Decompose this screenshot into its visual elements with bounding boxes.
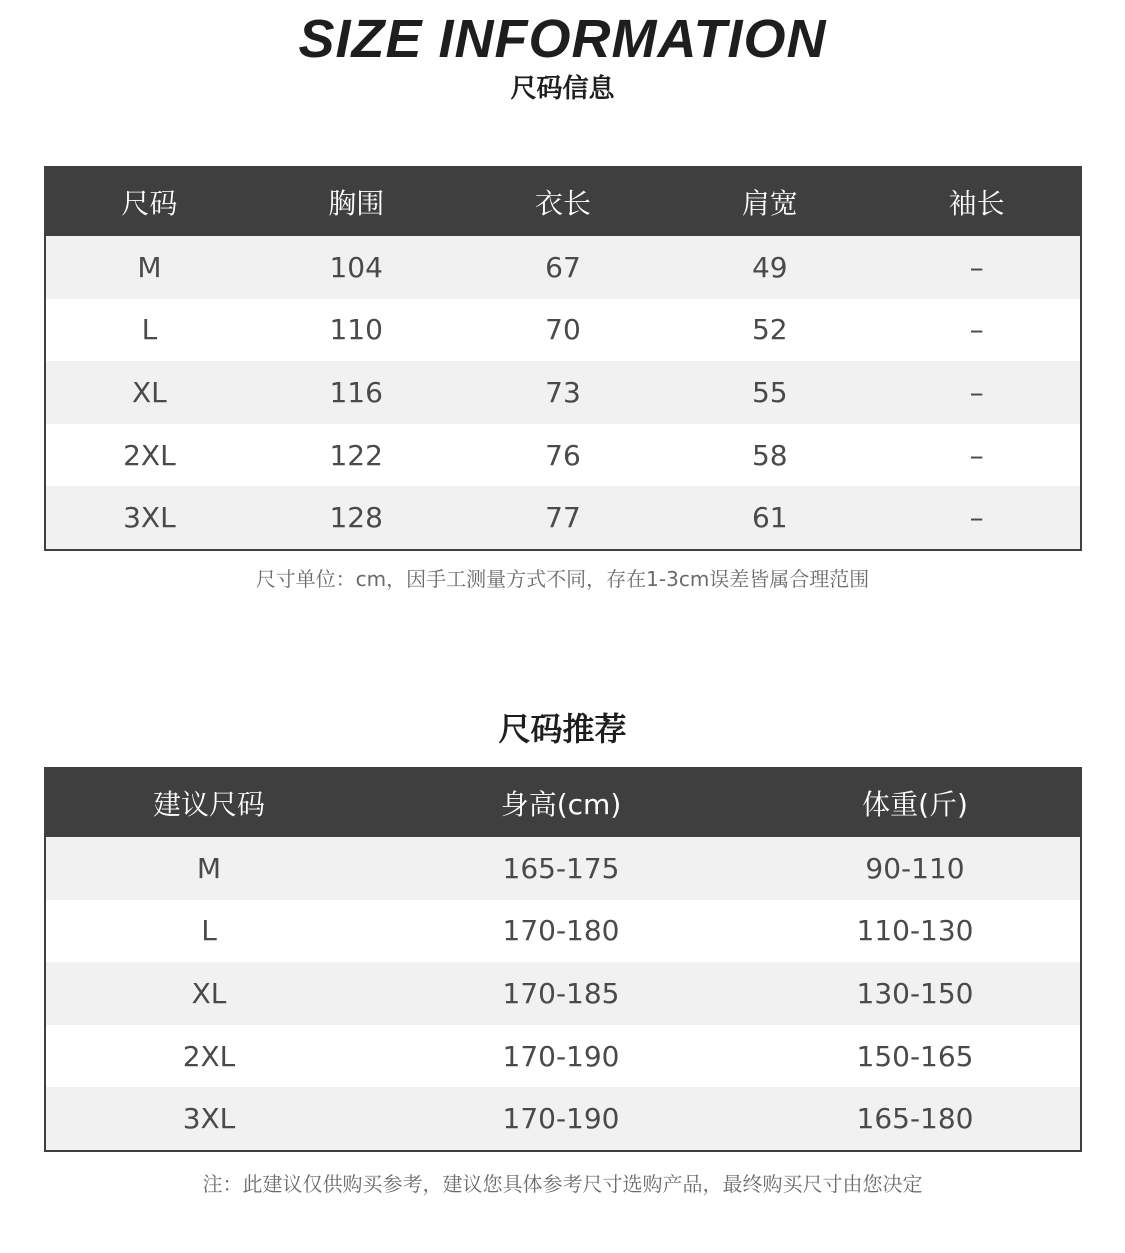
recommend-note: 注：此建议仅供购买参考，建议您具体参考尺寸选购产品，最终购买尺寸由您决定 bbox=[202, 1172, 923, 1196]
cell-sleeve: – bbox=[969, 501, 984, 535]
cell-shoulder: 61 bbox=[751, 501, 788, 535]
cell-height: 170-185 bbox=[502, 976, 620, 1010]
header-length: 衣长 bbox=[534, 187, 591, 220]
cell-length: 76 bbox=[545, 438, 581, 472]
header-size: 尺码 bbox=[121, 187, 178, 220]
cell-length: 70 bbox=[545, 313, 581, 347]
cell-chest: 110 bbox=[329, 313, 383, 347]
cell-chest: 116 bbox=[329, 375, 383, 409]
cell-chest: 128 bbox=[329, 501, 383, 535]
cell-height: 170-190 bbox=[502, 1039, 620, 1073]
table-row bbox=[46, 1025, 1080, 1088]
table-row bbox=[46, 299, 1080, 362]
cell-shoulder: 49 bbox=[751, 250, 788, 284]
cell-size: XL bbox=[191, 976, 227, 1010]
size-table bbox=[44, 166, 1082, 551]
header-weight: 体重(斤) bbox=[862, 788, 968, 821]
cell-weight: 110-130 bbox=[856, 914, 974, 948]
cell-size: 3XL bbox=[182, 1102, 236, 1136]
cell-sleeve: – bbox=[969, 438, 984, 472]
header-shoulder: 肩宽 bbox=[741, 187, 798, 220]
cell-length: 67 bbox=[545, 250, 581, 284]
cell-shoulder: 55 bbox=[751, 375, 788, 409]
cell-size: 3XL bbox=[123, 501, 176, 535]
cell-chest: 122 bbox=[329, 438, 383, 472]
cell-weight: 150-165 bbox=[856, 1039, 974, 1073]
cell-chest: 104 bbox=[329, 250, 383, 284]
cell-size: M bbox=[137, 250, 162, 284]
cell-size: L bbox=[141, 313, 158, 347]
cell-length: 73 bbox=[545, 375, 581, 409]
cell-size: 2XL bbox=[182, 1039, 236, 1073]
table-row bbox=[46, 424, 1080, 487]
cell-weight: 90-110 bbox=[865, 851, 965, 885]
cell-sleeve: – bbox=[969, 250, 984, 284]
table-header bbox=[46, 769, 1080, 837]
cell-size: L bbox=[201, 914, 217, 948]
table-row bbox=[46, 900, 1080, 963]
table-row bbox=[46, 837, 1080, 900]
cell-height: 165-175 bbox=[502, 851, 620, 885]
table-row bbox=[46, 962, 1080, 1025]
header-chest: 胸围 bbox=[328, 187, 385, 220]
table-row bbox=[46, 236, 1080, 299]
cell-sleeve: – bbox=[969, 313, 984, 347]
table-row bbox=[46, 486, 1080, 549]
cell-weight: 130-150 bbox=[856, 976, 974, 1010]
cell-height: 170-180 bbox=[502, 914, 620, 948]
cell-size: M bbox=[196, 851, 222, 885]
cell-height: 170-190 bbox=[502, 1102, 620, 1136]
table-row bbox=[46, 1087, 1080, 1150]
header-sleeve: 袖长 bbox=[948, 187, 1005, 220]
cell-sleeve: – bbox=[969, 375, 984, 409]
cell-size: 2XL bbox=[123, 438, 176, 472]
header-height: 身高(cm) bbox=[500, 788, 622, 821]
cell-shoulder: 58 bbox=[751, 438, 788, 472]
cell-shoulder: 52 bbox=[751, 313, 788, 347]
table-row bbox=[46, 361, 1080, 424]
page-subtitle: 尺码信息 bbox=[510, 74, 615, 104]
recommend-table bbox=[44, 767, 1082, 1152]
recommend-title: 尺码推荐 bbox=[498, 710, 627, 748]
table-header bbox=[46, 168, 1080, 236]
page-title: SIZE INFORMATION bbox=[298, 9, 827, 69]
cell-length: 77 bbox=[545, 501, 581, 535]
header-suggested-size: 建议尺码 bbox=[152, 788, 265, 821]
size-note: 尺寸单位：cm，因手工测量方式不同，存在1-3cm误差皆属合理范围 bbox=[255, 567, 870, 591]
cell-weight: 165-180 bbox=[856, 1102, 974, 1136]
cell-size: XL bbox=[132, 375, 167, 409]
